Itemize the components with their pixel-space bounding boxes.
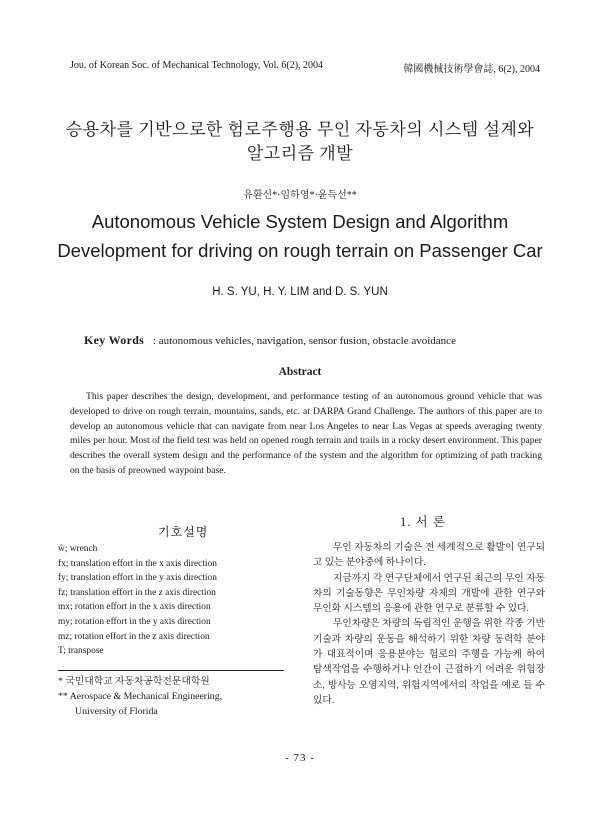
keywords bbox=[84, 333, 456, 348]
keywords-separator: : bbox=[152, 335, 156, 347]
nomenclature-item: T; transpose bbox=[58, 646, 104, 657]
nomenclature-item: fx; translation effort in the x axis direction bbox=[58, 558, 217, 569]
nomenclature-item: my; rotation effort in the y axis direction bbox=[58, 616, 211, 627]
abstract-text: This paper describes the design, development, and performance testing of an autonomous ground vehicle that was developed to drive on rough terrain, mountains, sands, etc. at DARPA Grand Challenge. The authors of this paper are to develop an autonomous vehicle that can navigate from near Los Angeles to near Las Vegas at speeds averaging twenty miles per hour. Most of the field test was held on opened rough terrain and trails in a rocky desert environment. This paper describes the overall system design and the performance of the system and the algorithm for optimizing of path tracking on the basis of preowned waypoint base. bbox=[70, 391, 542, 476]
nomenclature-item: fz; translation effort in the z axis direction bbox=[58, 587, 216, 598]
keywords-label: Key Words bbox=[84, 333, 145, 347]
nomenclature-item: ŵ; wrench bbox=[58, 544, 98, 554]
footnote-affiliation-2: ** Aerospace & Mechanical Engineering, bbox=[58, 691, 223, 702]
footnote-affiliation-1: * 국민대학교 자동차공학전문대학원 bbox=[58, 676, 210, 687]
introduction-paragraph: 지금까지 각 연구단체에서 연구된 최근의 무인 자동차의 기술동향은 무인차량 자체의 개발에 관한 연구와 무인화 시스템의 응용에 관한 연구로 분류할 수 있다. bbox=[313, 572, 545, 615]
keywords-value: autonomous vehicles, navigation, sensor fusion, obstacle avoidance bbox=[158, 335, 456, 347]
abstract-heading: Abstract bbox=[278, 366, 322, 378]
introduction-paragraph: 무인차량은 차량의 독립적인 운행을 위한 각종 기반 기술과 차량의 운동을 해석하기 위한 차량 동력학 분야가 대표적이며 응용분야는 험로의 주행을 가능케 하여 탐색작업을 수행하거나 인간이 근접하기 어려운 위험장소, 방사능 오염지역, 위험지역에서의 작업을 예로 들 수 있다. bbox=[313, 618, 545, 706]
introduction-body bbox=[313, 540, 545, 708]
journal-header-english: Jou. of Korean Soc. of Mechanical Technology, Vol. 6(2), 2004 bbox=[70, 60, 324, 71]
title-korean-line2: 알고리즘 개발 bbox=[246, 144, 354, 163]
authors-english: H. S. YU, H. Y. LIM and D. S. YUN bbox=[212, 286, 388, 298]
title-korean-line1: 승용차를 기반으로한 험로주행용 무인 자동차의 시스템 설계와 bbox=[65, 120, 535, 139]
nomenclature-heading: 기호설명 bbox=[158, 525, 209, 539]
section-heading-introduction: 1. 서 론 bbox=[400, 515, 446, 529]
footnote-affiliation-2-cont: University of Florida bbox=[75, 706, 158, 717]
journal-header-korean: 韓國機械技術學會誌, 6(2), 2004 bbox=[403, 64, 540, 75]
authors-korean: 유환신*·임하영*·윤득선** bbox=[243, 190, 357, 201]
title-english bbox=[0, 207, 600, 265]
nomenclature-item: fy; translation effort in the y axis direction bbox=[58, 573, 217, 584]
title-english-line2: Development for driving on rough terrain on Passenger Car bbox=[57, 240, 543, 261]
footnotes bbox=[58, 674, 222, 719]
title-english-line1: Autonomous Vehicle System Design and Algorithm bbox=[91, 211, 509, 232]
footnote-divider bbox=[58, 670, 284, 671]
introduction-paragraph: 무인 자동차의 기술은 전 세계적으로 활발이 연구되고 있는 분야중에 하나이다. bbox=[313, 542, 545, 569]
nomenclature-list bbox=[58, 542, 217, 659]
title-korean bbox=[0, 118, 600, 166]
page-number: - 73 - bbox=[285, 752, 315, 764]
nomenclature-item: mz; rotation effort in the z axis direction bbox=[58, 631, 210, 642]
nomenclature-item: mx; rotation effort in the x axis direction bbox=[58, 602, 211, 613]
